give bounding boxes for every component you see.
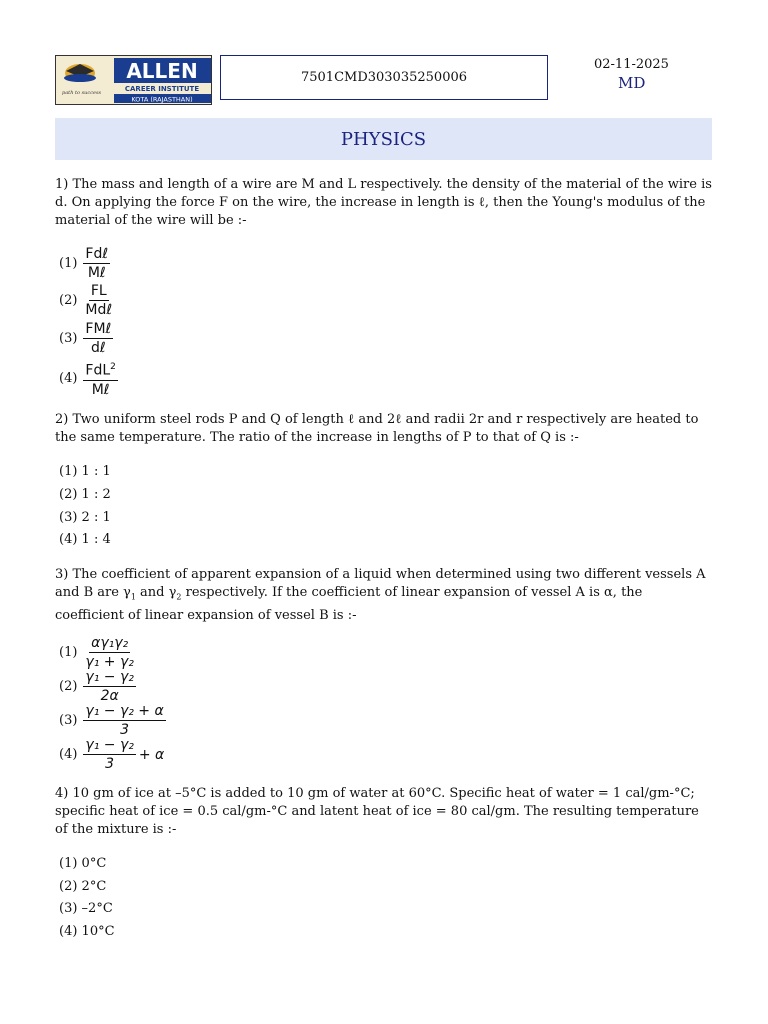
exponent: 2 — [110, 362, 116, 372]
subject-title: PHYSICS — [340, 128, 427, 150]
option-label: (4) — [59, 370, 78, 386]
paper-code-box — [220, 55, 548, 100]
denominator: 2α — [100, 688, 119, 704]
denominator: Mℓ — [91, 381, 110, 398]
q1-option-2[interactable] — [59, 283, 114, 318]
numerator: Fdℓ — [85, 246, 109, 262]
option-label: (1) — [59, 256, 78, 271]
option-label: (2) — [59, 679, 78, 694]
q4-option-3[interactable]: (3) –2°C — [59, 901, 113, 916]
denominator: 3 — [120, 722, 130, 738]
q3-sub-1: 1 — [130, 592, 136, 602]
q3-option-4[interactable] — [59, 737, 164, 772]
logo-location: KOTA (RAJASTHAN) — [131, 95, 193, 104]
fraction — [83, 669, 135, 704]
subject-banner — [55, 118, 712, 160]
option-label: (3) — [59, 713, 78, 728]
question-1: 1) The mass and length of a wire are M and L respectively. the density of the material of the wire is d. On applying the force F on the wire, the increase in length is ℓ, then the Young's modulus of the material of the wire will be :- — [55, 177, 712, 228]
q4-option-4[interactable]: (4) 10°C — [59, 924, 115, 939]
question-3 — [55, 566, 715, 625]
paper-code: 7501CMD303035250006 — [300, 70, 468, 85]
q3-sub-2: 2 — [176, 592, 182, 602]
q3-option-3[interactable] — [59, 703, 166, 738]
stream-label: MD — [618, 74, 646, 92]
q4-option-2[interactable]: (2) 2°C — [59, 879, 107, 894]
option-label: (4) — [59, 747, 78, 762]
fraction — [83, 283, 114, 318]
fraction — [83, 737, 135, 772]
q1-option-1[interactable] — [59, 246, 110, 281]
fraction — [83, 321, 113, 356]
q3-option-2[interactable] — [59, 669, 136, 704]
option-label: (2) — [59, 293, 78, 308]
denominator: 3 — [105, 756, 115, 772]
denominator: dℓ — [91, 340, 106, 356]
fraction — [83, 703, 165, 738]
option-label: (1) — [59, 645, 78, 660]
numerator-base: FdL — [85, 362, 111, 379]
fraction — [83, 359, 117, 398]
option-label: (3) — [59, 331, 78, 346]
fraction — [83, 635, 135, 670]
logo-subtitle: CAREER INSTITUTE — [124, 85, 200, 93]
numerator — [83, 359, 117, 381]
numerator: γ₁ − γ₂ — [85, 737, 134, 753]
logo-tagline: path to success — [62, 90, 102, 96]
q2-option-2[interactable]: (2) 1 : 2 — [59, 487, 111, 502]
denominator: Mdℓ — [85, 302, 113, 318]
q3-text-c: respectively. If the coefficient of linear expansion of vessel A is α, the coefficient of linear expansion of vessel B is :- — [55, 585, 643, 623]
question-4: 4) 10 gm of ice at –5°C is added to 10 gm of water at 60°C. Specific heat of water = 1 cal/gm-°C; specific heat of ice = 0.5 cal/gm-°C and latent heat of ice = 80 cal/gm. The resulting temperature of the mixture is :- — [55, 786, 699, 837]
fraction-tail: + α — [138, 746, 165, 763]
q2-option-3[interactable]: (3) 2 : 1 — [59, 510, 111, 525]
numerator: αγ₁γ₂ — [91, 635, 129, 651]
q2-option-1[interactable]: (1) 1 : 1 — [59, 464, 111, 479]
q1-option-3[interactable] — [59, 321, 113, 356]
numerator: γ₁ − γ₂ + α — [85, 703, 164, 719]
question-2: 2) Two uniform steel rods P and Q of length ℓ and 2ℓ and radii 2r and r respectively are heated to the same temperature. The ratio of the increase in lengths of P to that of Q is :- — [55, 412, 699, 445]
q1-option-4[interactable] — [59, 359, 118, 398]
q3-option-1[interactable] — [59, 635, 136, 670]
allen-logo — [55, 55, 212, 105]
denominator: γ₁ + γ₂ — [85, 654, 134, 670]
exam-date: 02-11-2025 — [594, 57, 669, 72]
denominator: Mℓ — [87, 265, 106, 281]
logo-wordmark: ALLEN — [126, 59, 198, 83]
q3-text-b: and γ — [135, 585, 177, 600]
q2-option-4[interactable]: (4) 1 : 4 — [59, 532, 111, 547]
q4-option-1[interactable]: (1) 0°C — [59, 856, 107, 871]
fraction — [83, 246, 110, 281]
numerator: γ₁ − γ₂ — [85, 669, 134, 685]
numerator: FMℓ — [85, 321, 112, 337]
q3-text-a: 3) The coefficient of apparent expansion of a liquid when determined using two different vessels A and B are γ — [55, 567, 706, 600]
numerator: FL — [90, 283, 107, 299]
